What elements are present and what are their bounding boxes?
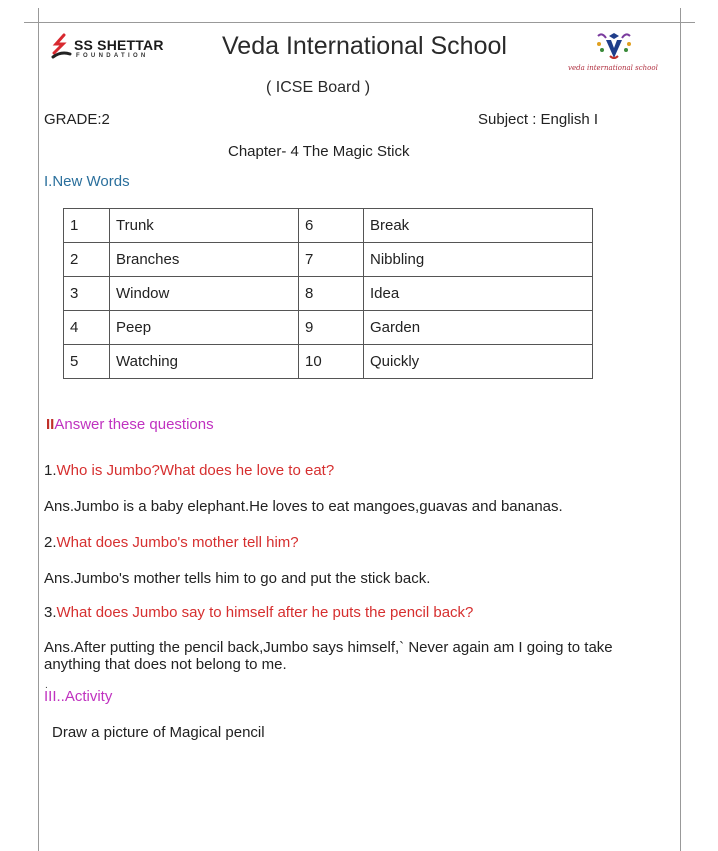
question-1 [44,462,334,479]
grade-label: GRADE:2 [44,111,110,128]
school-name: Veda International School [222,32,507,60]
logo-subtitle: FOUNDATION [76,53,149,59]
word-number: 1 [64,209,110,243]
word-number: 10 [299,345,364,379]
crop-mark [38,8,39,22]
table-row [64,345,593,379]
word-number: 4 [64,311,110,345]
word-number: 7 [299,243,364,277]
word-cell: Peep [110,311,299,345]
word-number: 9 [299,311,364,345]
questions-heading [46,416,214,433]
crop-mark [680,8,681,22]
new-words-table [63,208,593,379]
answer-1: Ans.Jumbo is a baby elephant.He loves to eat mangoes,guavas and bananas. [44,498,563,515]
logo-name: SS SHETTAR [74,37,164,53]
activity-instruction: Draw a picture of Magical pencil [52,724,265,741]
questions-heading-number: II [46,416,55,433]
school-emblem-icon [590,30,638,62]
questions-heading-text: Answer these questions [54,416,214,433]
table-row [64,243,593,277]
question-3 [44,604,473,621]
logo-caption: veda international school [568,64,658,72]
word-number: 5 [64,345,110,379]
word-cell: Idea [364,277,593,311]
swoosh-mark-icon [50,33,72,61]
question-2 [44,534,299,551]
word-cell: Watching [110,345,299,379]
word-cell: Trunk [110,209,299,243]
answer-2: Ans.Jumbo's mother tells him to go and put the stick back. [44,570,431,587]
ss-shettar-logo [50,33,180,63]
crop-mark [681,22,695,23]
question-number: 2. [44,534,57,551]
question-number: 3. [44,604,57,621]
word-number: 6 [299,209,364,243]
activity-heading: III..Activity [44,688,113,705]
question-text: Who is Jumbo?What does he love to eat? [56,462,335,479]
answer-3: Ans.After putting the pencil back,Jumbo says himself,` Never again am I going to take anything that does not belong to me. [44,639,613,673]
subject-label: Subject : English I [478,111,599,128]
word-cell: Nibbling [364,243,593,277]
word-number: 3 [64,277,110,311]
question-text: What does Jumbo say to himself after he puts the pencil back? [56,604,474,621]
word-number: 8 [299,277,364,311]
veda-school-logo [568,30,668,78]
stray-dot: . [45,680,48,691]
table-row [64,311,593,345]
crop-mark [24,22,38,23]
word-cell: Garden [364,311,593,345]
word-number: 2 [64,243,110,277]
word-cell: Branches [110,243,299,277]
chapter-title: Chapter- 4 The Magic Stick [228,143,410,160]
new-words-heading: I.New Words [44,173,130,190]
word-cell: Window [110,277,299,311]
board-label: ( ICSE Board ) [266,79,371,96]
word-cell: Break [364,209,593,243]
question-text: What does Jumbo's mother tell him? [56,534,299,551]
question-number: 1. [44,462,57,479]
table-row [64,277,593,311]
table-row [64,209,593,243]
word-cell: Quickly [364,345,593,379]
